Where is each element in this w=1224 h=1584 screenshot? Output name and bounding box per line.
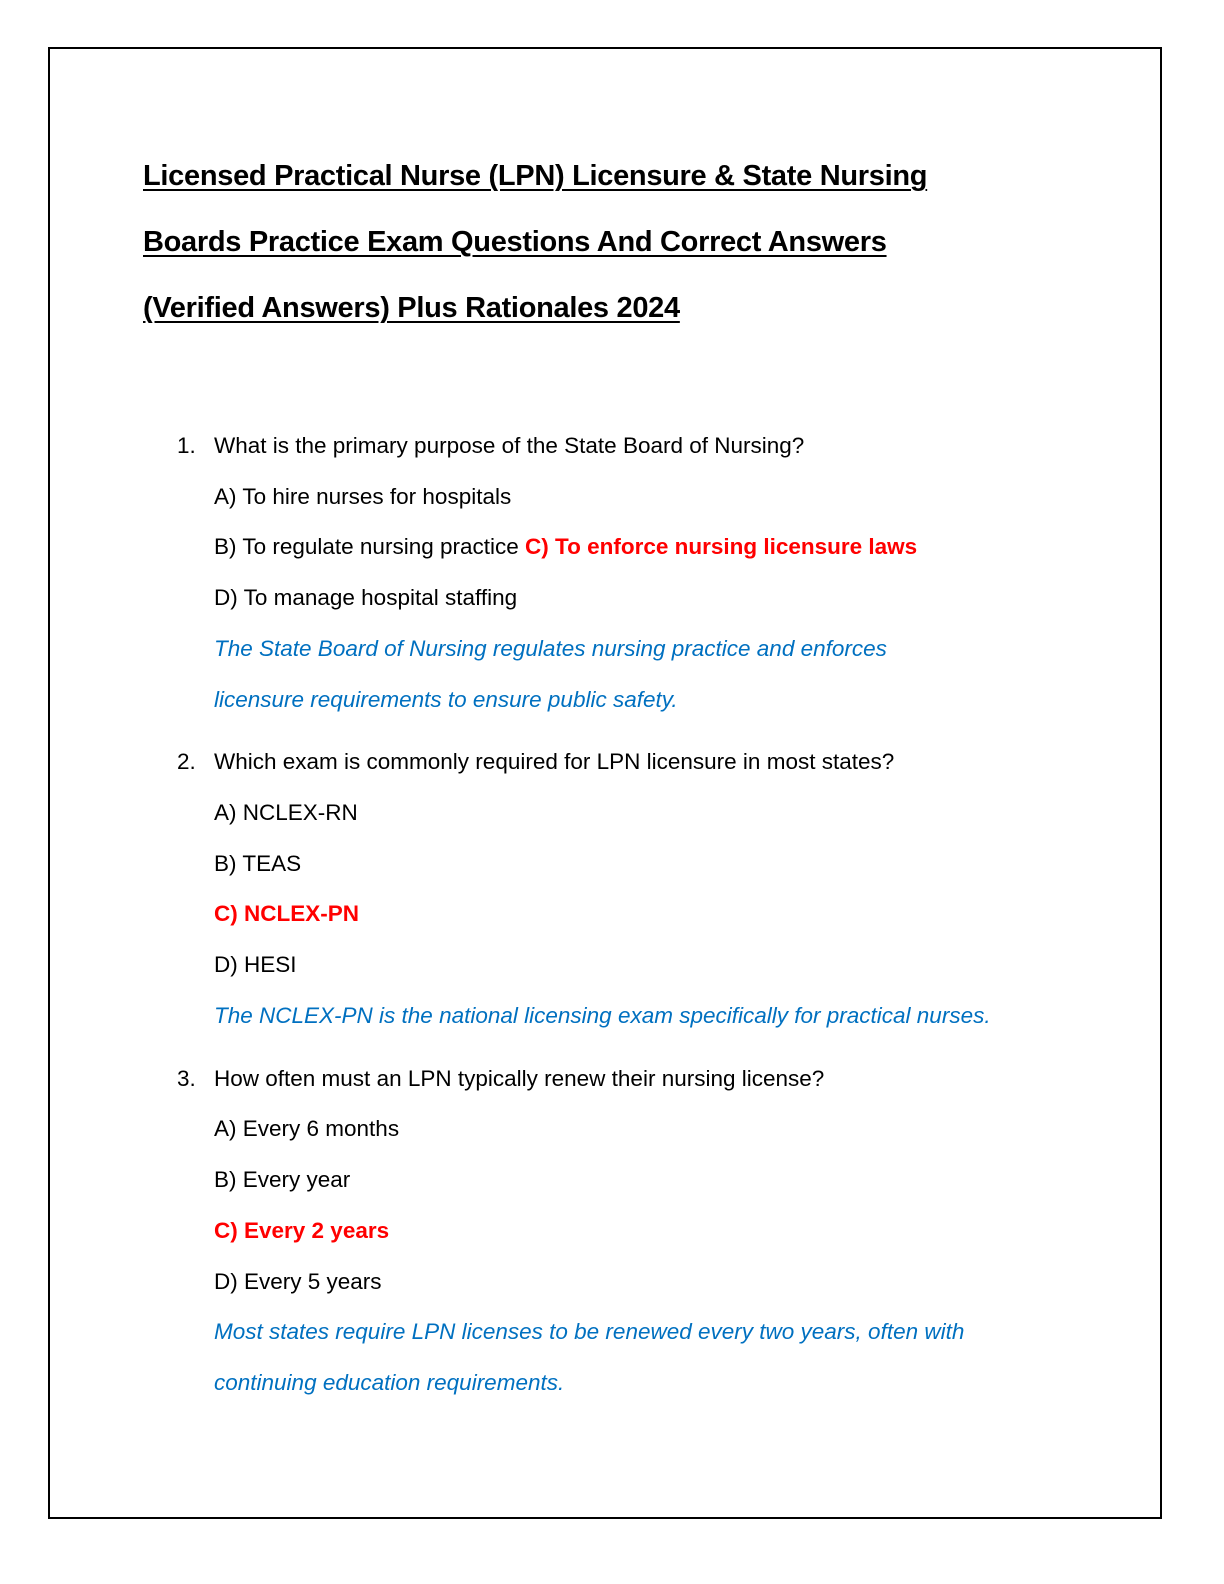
option-a: A) NCLEX-RN [214,800,358,825]
rationale-line-2: licensure requirements to ensure public safety. [214,687,678,712]
option-c-correct: C) Every 2 years [214,1218,390,1243]
question-number: 3. [177,1066,196,1091]
document-title [143,143,1043,341]
question-text: Which exam is commonly required for LPN licensure in most states? [214,749,895,774]
rationale-line-1: The State Board of Nursing regulates nursing practice and enforces [214,636,887,661]
title-line-3: (Verified Answers) Plus Rationales 2024 [143,292,680,324]
option-b: B) To regulate nursing practice [214,534,519,559]
question-number: 2. [177,749,196,774]
rationale-line-1: The NCLEX-PN is the national licensing exam specifically for practical nurses. [214,1003,991,1028]
option-a: A) To hire nurses for hospitals [214,484,512,509]
option-b: B) TEAS [214,851,302,876]
question-number: 1. [177,433,196,458]
rationale-line-2: continuing education requirements. [214,1370,565,1395]
title-line-1: Licensed Practical Nurse (LPN) Licensure & State Nursing [143,160,928,192]
option-b: B) Every year [214,1167,351,1192]
option-d: D) Every 5 years [214,1269,382,1294]
option-b-c-line [214,532,917,562]
rationale-line-1: Most states require LPN licenses to be renewed every two years, often with [214,1319,965,1344]
option-d: D) To manage hospital staffing [214,585,518,610]
title-line-2: Boards Practice Exam Questions And Correct Answers [143,226,887,258]
option-d: D) HESI [214,952,297,977]
question-text: How often must an LPN typically renew their nursing license? [214,1066,825,1091]
question-text: What is the primary purpose of the State Board of Nursing? [214,433,805,458]
option-c-correct: C) To enforce nursing licensure laws [525,534,918,559]
option-a: A) Every 6 months [214,1116,400,1141]
option-c-correct: C) NCLEX-PN [214,901,359,926]
